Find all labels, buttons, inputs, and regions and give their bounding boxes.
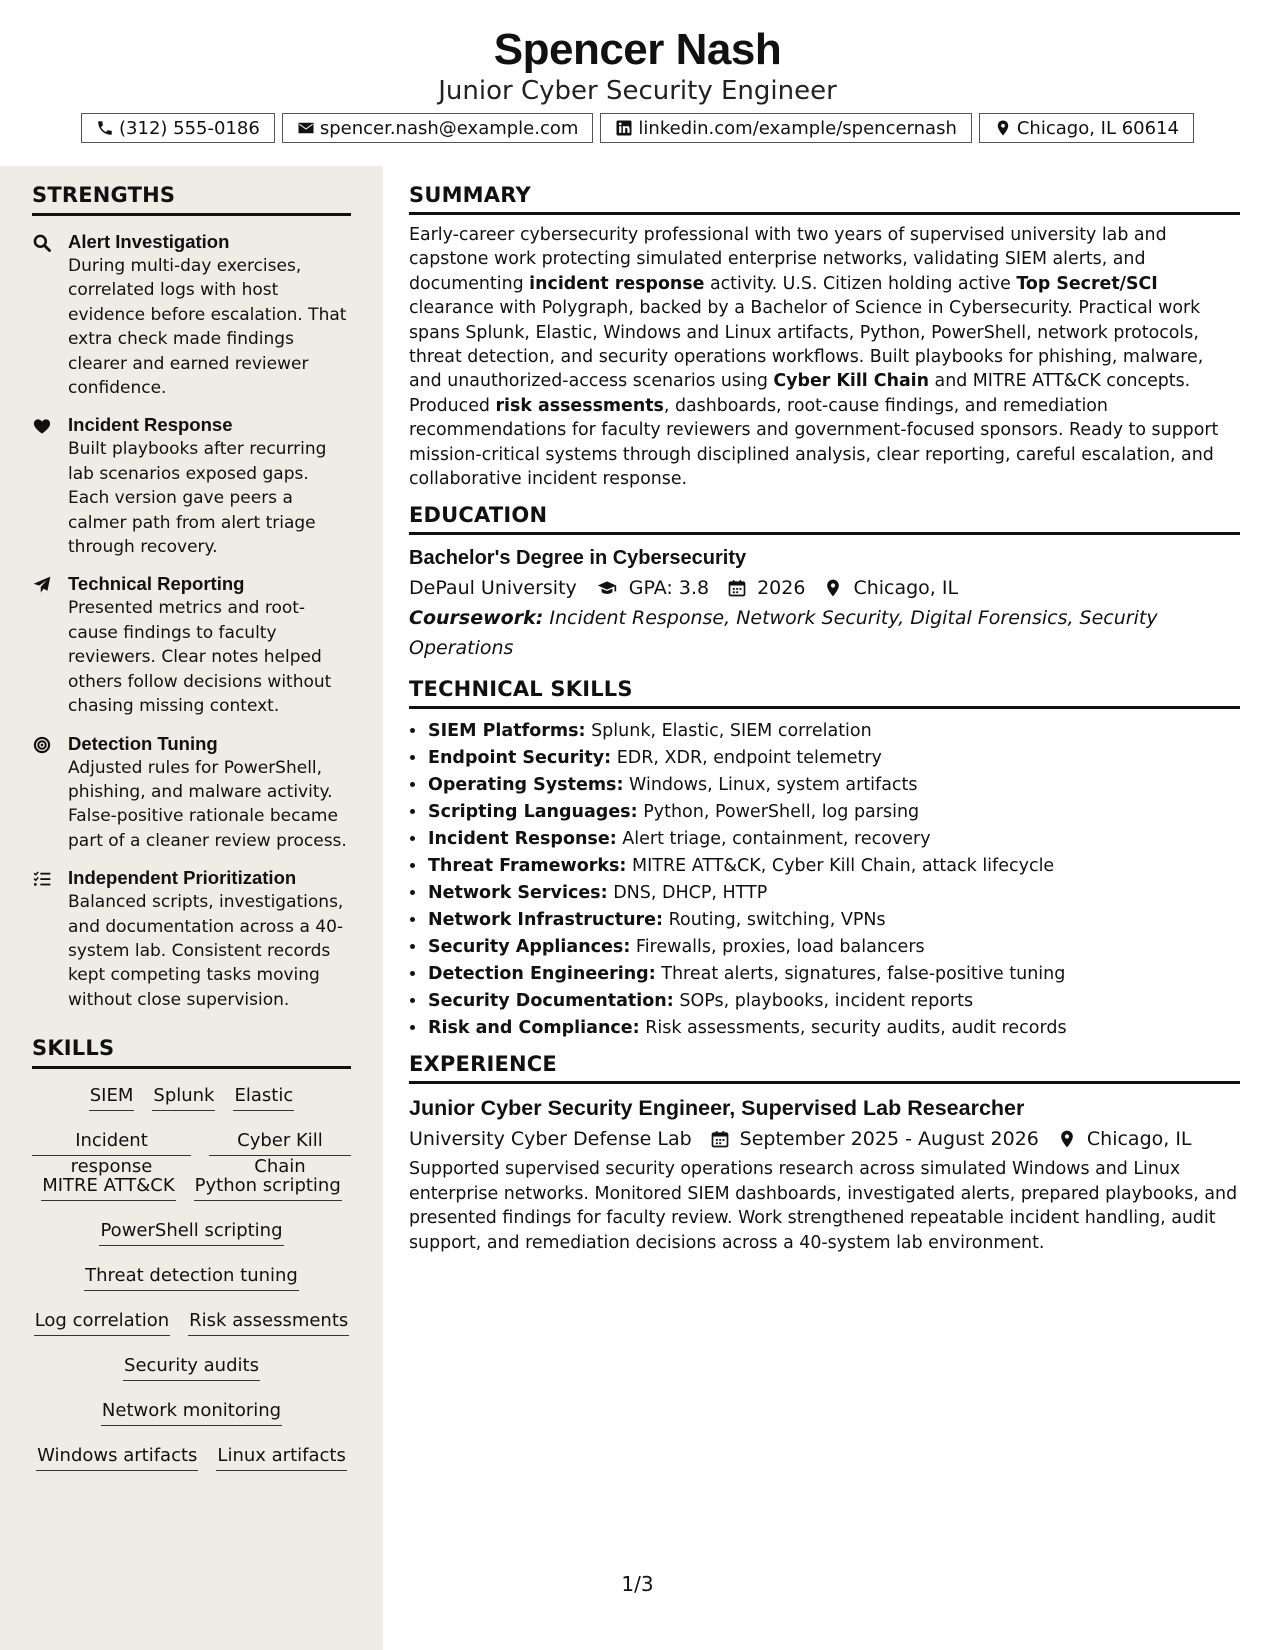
strength-desc: Presented metrics and root-cause findings to faculty reviewers. Clear notes helped others follow decisions without chasing missing context. — [68, 598, 332, 717]
strength-title: Independent Prioritization — [68, 867, 297, 889]
strength-item — [32, 866, 351, 1012]
list-item: • Network Services: DNS, DHCP, HTTP — [427, 880, 1240, 907]
coursework-label: Coursework: — [409, 607, 544, 630]
job-description: Supported supervised security operations research across simulated Windows and Linux enterprise networks. Monitored SIEM dashboards, investigated alerts, prepared playbooks, and presented findings for faculty review. Work strengthened repeatable incident handling, audit support, and remediation decisions across a 40-system lab environment. — [409, 1159, 1238, 1253]
education-heading: EDUCATION — [409, 503, 1240, 535]
list-item: • Endpoint Security: EDR, XDR, endpoint telemetry — [427, 745, 1240, 772]
coursework — [409, 603, 1240, 663]
skill-tag: Linux artifacts — [216, 1443, 346, 1471]
checklist-icon — [32, 869, 52, 889]
education-meta — [409, 573, 1240, 603]
job-location: Chicago, IL — [1086, 1128, 1192, 1151]
contact-linkedin-text: linkedin.com/example/spencernash — [638, 117, 957, 139]
list-item: • Security Documentation: SOPs, playbooks, incident reports — [427, 988, 1240, 1015]
strength-desc: Built playbooks after recurring lab scenarios exposed gaps. Each version gave peers a calmer path from alert triage through recovery. — [68, 439, 327, 558]
heart-icon — [32, 416, 52, 436]
gpa: GPA: 3.8 — [628, 577, 710, 600]
list-item: • Scripting Languages: Python, PowerShell, log parsing — [427, 799, 1240, 826]
skill-tag: Security audits — [123, 1353, 260, 1381]
strength-item — [32, 413, 351, 559]
graduation-cap-icon — [595, 578, 619, 598]
summary-text: Early-career cybersecurity professional with two years of supervised university lab and capstone work protecting simulated enterprise networks, validating SIEM alerts, and documenting incident response activity. U.S. Citizen holding active Top Secret/SCI clearance with Polygraph, backed by a Bachelor of Science in Cybersecurity. Practical work spans Splunk, Elastic, Windows and Linux artifacts, Python, PowerShell, network protocols, threat detection, and security operations workflows. Built playbooks for phishing, malware, and unauthorized-access scenarios using Cyber Kill Chain and MITRE ATT&CK concepts. Produced risk assessments, dashboards, root-cause findings, and remediation recommendations for faculty reviewers and government-focused sponsors. Ready to support mission-critical systems through disciplined analysis, clear reporting, careful escalation, and collaborative incident response. — [409, 225, 1219, 490]
list-item: • SIEM Platforms: Splunk, Elastic, SIEM correlation — [427, 718, 1240, 745]
strength-desc: Adjusted rules for PowerShell, phishing, and malware activity. False-positive rationale became part of a cleaner review process. — [68, 757, 347, 851]
location-pin-icon — [823, 578, 843, 598]
skill-tag: Risk assessments — [188, 1308, 349, 1336]
list-item: • Operating Systems: Windows, Linux, system artifacts — [427, 772, 1240, 799]
skill-tag: SIEM — [89, 1083, 135, 1111]
summary-heading: SUMMARY — [409, 183, 1240, 215]
skill-tag: Incident response — [32, 1128, 191, 1156]
skill-tag: Network monitoring — [101, 1398, 282, 1426]
technical-skills-list — [409, 718, 1240, 1042]
strength-item — [32, 230, 351, 400]
calendar-icon — [727, 578, 747, 598]
skill-row — [32, 1398, 351, 1443]
skill-tag: MITRE ATT&CK — [41, 1173, 175, 1201]
skill-tag: Splunk — [152, 1083, 215, 1111]
skill-tag: Python scripting — [194, 1173, 342, 1201]
skill-row — [32, 1263, 351, 1308]
envelope-icon — [297, 119, 315, 137]
list-item: • Risk and Compliance: Risk assessments, security audits, audit records — [427, 1015, 1240, 1042]
contact-phone-text: (312) 555-0186 — [119, 117, 260, 139]
skill-tags — [32, 1083, 351, 1488]
experience-heading: EXPERIENCE — [409, 1052, 1240, 1084]
skill-tag: Cyber Kill Chain — [209, 1128, 351, 1156]
graduation-year: 2026 — [757, 577, 806, 600]
technical-skills-heading: TECHNICAL SKILLS — [409, 677, 1240, 709]
contact-location-text: Chicago, IL 60614 — [1016, 117, 1179, 139]
strength-item — [32, 732, 351, 854]
employer: University Cyber Defense Lab — [409, 1128, 692, 1151]
skill-row — [32, 1083, 351, 1128]
list-item: • Incident Response: Alert triage, containment, recovery — [427, 826, 1240, 853]
degree-title: Bachelor's Degree in Cybersecurity — [409, 547, 747, 570]
strength-title: Incident Response — [68, 414, 233, 436]
strength-title: Alert Investigation — [68, 231, 230, 252]
coursework-list: Incident Response, Network Security, Digital Forensics, Security Operations — [409, 607, 1158, 660]
school-location: Chicago, IL — [853, 577, 959, 600]
linkedin-icon — [615, 119, 633, 137]
main-content — [409, 183, 1240, 1255]
contact-linkedin[interactable] — [600, 113, 971, 143]
candidate-name: Spencer Nash — [493, 25, 782, 74]
job-meta — [409, 1124, 1240, 1154]
search-icon — [32, 233, 52, 253]
contact-location — [979, 113, 1194, 143]
skill-row — [32, 1173, 351, 1218]
strength-title: Technical Reporting — [68, 573, 245, 595]
list-item: • Security Appliances: Firewalls, proxies, load balancers — [427, 934, 1240, 961]
page-number: 1/3 — [621, 1572, 654, 1596]
skills-heading: SKILLS — [32, 1036, 351, 1069]
phone-icon — [96, 119, 114, 137]
contact-email-text: spencer.nash@example.com — [319, 117, 579, 139]
skill-tag: Log correlation — [34, 1308, 170, 1336]
sidebar — [0, 166, 383, 1650]
candidate-title: Junior Cyber Security Engineer — [438, 76, 837, 106]
skill-row — [32, 1218, 351, 1263]
job-title: Junior Cyber Security Engineer, Supervised Lab Researcher — [409, 1096, 1025, 1121]
strengths-heading: STRENGTHS — [32, 183, 351, 216]
location-pin-icon — [1057, 1129, 1077, 1149]
skill-tag: Windows artifacts — [36, 1443, 198, 1471]
skill-tag: Threat detection tuning — [84, 1263, 299, 1291]
list-item: • Network Infrastructure: Routing, switching, VPNs — [427, 907, 1240, 934]
skill-row — [32, 1353, 351, 1398]
strength-title: Detection Tuning — [68, 732, 218, 754]
paper-plane-icon — [32, 575, 52, 595]
contact-email[interactable] — [282, 113, 594, 143]
school-name: DePaul University — [409, 577, 577, 600]
skill-tag: PowerShell scripting — [99, 1218, 283, 1246]
contact-phone[interactable] — [81, 113, 275, 143]
target-icon — [32, 735, 52, 755]
strength-desc: During multi-day exercises, correlated logs with host evidence before escalation. That extra check made findings clearer and earned reviewer confidence. — [68, 256, 347, 399]
list-item: • Detection Engineering: Threat alerts, signatures, false-positive tuning — [427, 961, 1240, 988]
strength-desc: Balanced scripts, investigations, and documentation across a 40-system lab. Consistent records kept competing tasks moving without close supervision. — [68, 892, 344, 1010]
skill-tag: Elastic — [233, 1083, 294, 1111]
strength-item — [32, 572, 351, 718]
list-item: • Threat Frameworks: MITRE ATT&CK, Cyber Kill Chain, attack lifecycle — [427, 853, 1240, 880]
skill-row — [32, 1308, 351, 1353]
skill-row — [32, 1443, 351, 1488]
skill-row — [32, 1128, 351, 1178]
calendar-icon — [710, 1129, 730, 1149]
job-dates: September 2025 - August 2026 — [739, 1128, 1039, 1151]
location-pin-icon — [994, 119, 1012, 137]
contact-bar — [0, 113, 1275, 143]
